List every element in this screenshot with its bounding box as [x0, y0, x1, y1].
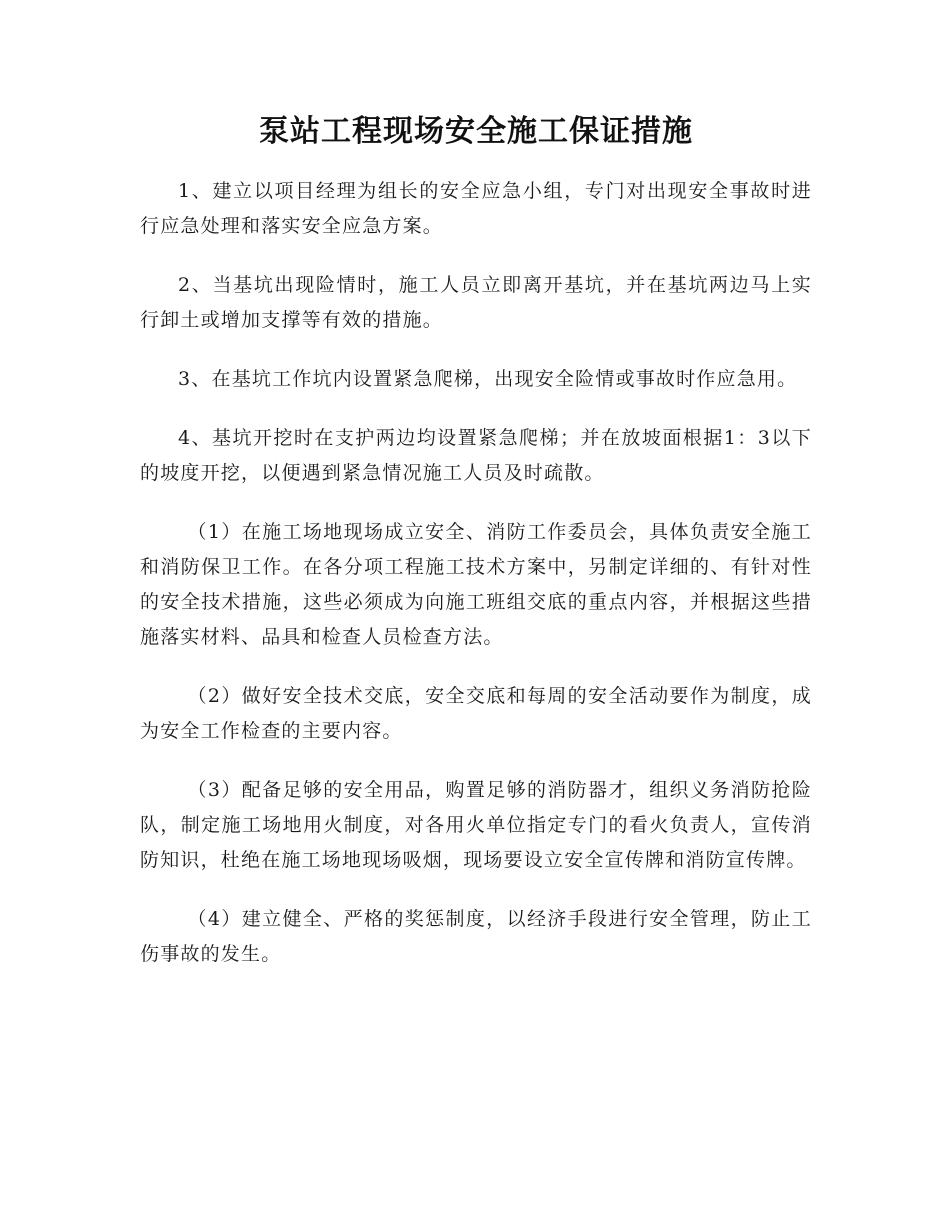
paragraph-2: 2、当基坑出现险情时，施工人员立即离开基坑，并在基坑两边马上实行卸土或增加支撑等有效的措施。 — [140, 274, 812, 331]
document-title: 泵站工程现场安全施工保证措施 — [259, 114, 693, 149]
paragraph-8: （4）建立健全、严格的奖惩制度，以经济手段进行安全管理，防止工伤事故的发生。 — [140, 908, 812, 965]
paragraph-7: （3）配备足够的安全用品，购置足够的消防器才，组织义务消防抢险队，制定施工场地用火制度，对各用火单位指定专门的看火负责人，宣传消防知识，杜绝在施工场地现场吸烟，现场要设立安全宣传牌和消防宣传牌。 — [140, 779, 812, 871]
paragraph-3: 3、在基坑工作坑内设置紧急爬梯，出现安全险情或事故时作应急用。 — [178, 368, 798, 390]
paragraph-1: 1、建立以项目经理为组长的安全应急小组，专门对出现安全事故时进行应急处理和落实安全应急方案。 — [140, 180, 812, 237]
paragraph-6: （2）做好安全技术交底，安全交底和每周的安全活动要作为制度，成为安全工作检查的主要内容。 — [140, 685, 812, 742]
paragraph-4: 4、基坑开挖时在支护两边均设置紧急爬梯；并在放坡面根据1：3以下的坡度开挖，以便遇到紧急情况施工人员及时疏散。 — [140, 427, 812, 484]
paragraph-5: （1）在施工场地现场成立安全、消防工作委员会，具体负责安全施工和消防保卫工作。在各分项工程施工技术方案中，另制定详细的、有针对性的安全技术措施，这些必须成为向施工班组交底的重点内容，并根据这些措施落实材料、品具和检查人员检查方法。 — [140, 521, 812, 648]
